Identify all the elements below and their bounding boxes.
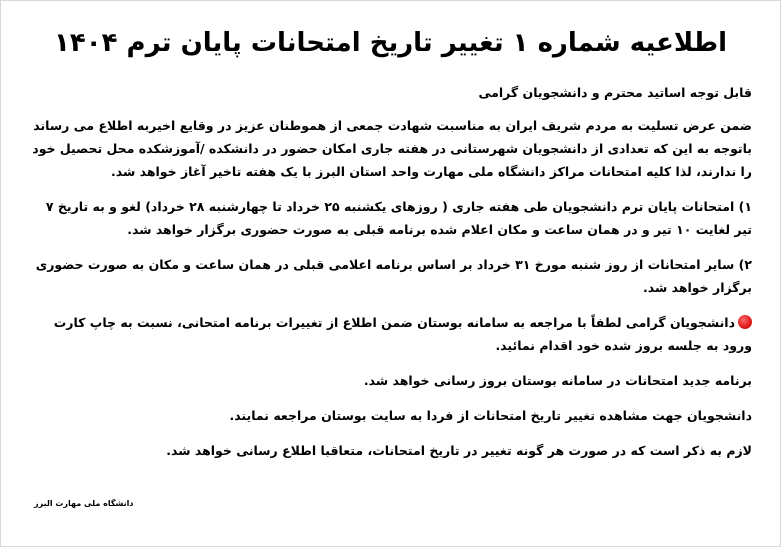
visit-line: دانشجویان جهت مشاهده تغییر تاریخ امتحانات از فردا به سایت بوستان مراجعه نمایند.: [229, 408, 752, 423]
update-line: برنامه جدید امتحانات در سامانه بوستان بروز رسانی خواهد شد.: [363, 373, 752, 388]
announcement-body: [31, 81, 752, 474]
notice-paragraph: [31, 311, 752, 357]
closing-line: لازم به ذکر است که در صورت هر گونه تغییر در تاریخ امتحانات، متعاقبا اطلاع رسانی خواهد شد.: [166, 443, 752, 458]
red-circle-icon: [738, 315, 752, 329]
announcement-title: اطلاعیه شماره ۱ تغییر تاریخ امتحانات پایان ترم ۱۴۰۴: [54, 28, 727, 58]
item-two-paragraph: ۲) سایر امتحانات از روز شنبه مورخ ۳۱ خرداد بر اساس برنامه اعلامی قبلی در همان ساعت و مکان به صورت حضوری برگزار خواهد شد.: [35, 257, 752, 295]
signature: دانشگاه ملی مهارت البرز: [34, 499, 134, 508]
notice-text: دانشجویان گرامی لطفاً با مراجعه به سامانه بوستان ضمن اطلاع از تغییرات برنامه امتحانی، نسبت به چاپ کارت ورود به جلسه بروز شده خود اقدام نمائید.: [53, 315, 752, 353]
item-one-paragraph: ۱) امتحانات پایان ترم دانشجویان طی هفته جاری ( روزهای یکشنبه ۲۵ خرداد تا چهارشنبه ۲۸ خرداد) لغو و به تاریخ ۷ تیر لغایت ۱۰ تیر و در همان ساعت و مکان اعلام شده برنامه قبلی به صورت حضوری برگزار خواهد شد.: [45, 199, 752, 237]
intro-paragraph: ضمن عرض تسلیت به مردم شریف ایران به مناسبت شهادت جمعی از هموطنان عزیز در وقایع اخیربه اطلاع می رساند باتوجه به این که تعدادی از دانشجویان شهرستانی در هفته جاری امکان حضور در دانشکده /آموزشکده محل تحصیل خود را ندارند، لذا کلیه امتحانات مراکز دانشگاه ملی مهارت واحد استان البرز با یک هفته تاخیر آغاز خواهد شد.: [32, 118, 752, 179]
greeting-line: قابل توجه اساتید محترم و دانشجویان گرامی: [478, 85, 752, 100]
